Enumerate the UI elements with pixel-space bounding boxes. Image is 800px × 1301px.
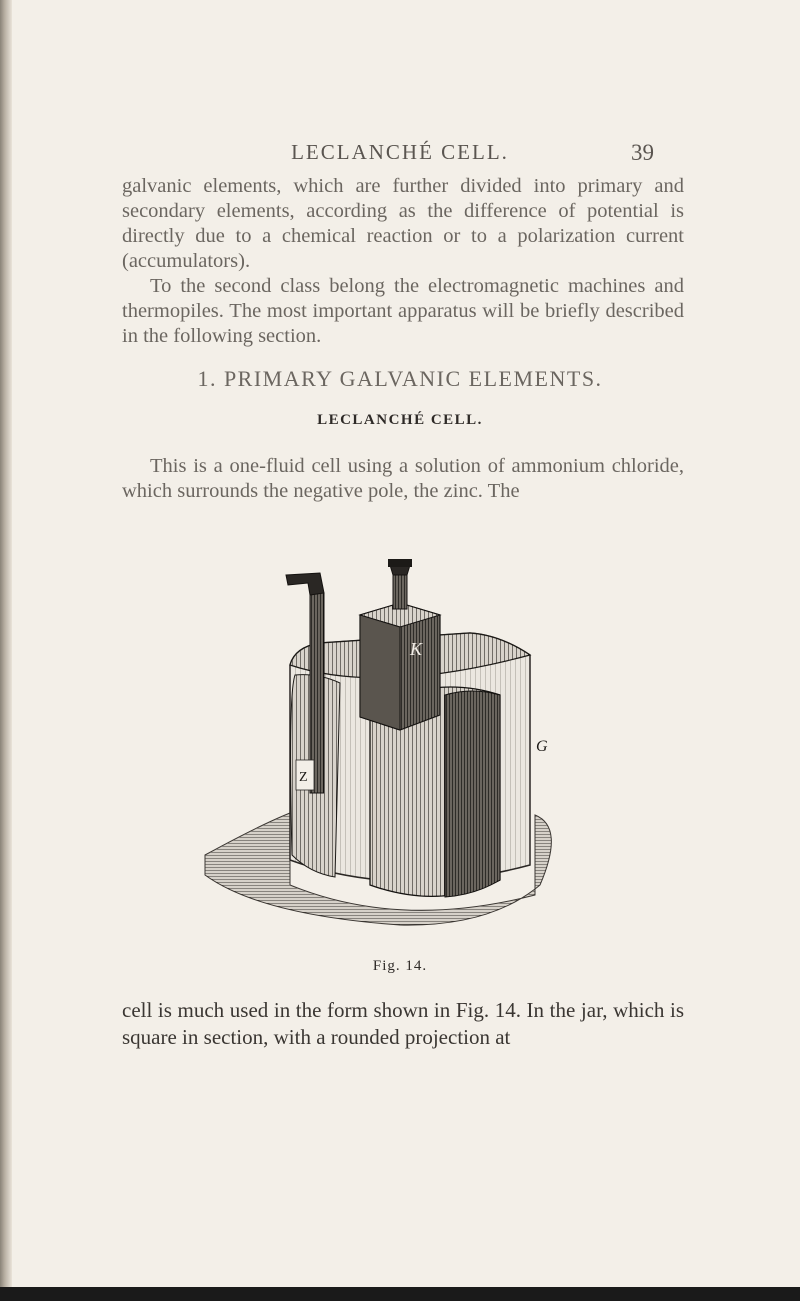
leclanche-cell-illustration (200, 555, 610, 935)
leclanche-cell-drawing (200, 555, 610, 935)
body-text (122, 454, 684, 504)
porous-pot-dark-side (445, 691, 500, 897)
carbon-terminal-cap (388, 559, 412, 567)
carbon-terminal-stem (393, 573, 407, 609)
zinc-terminal (286, 573, 324, 595)
label-carbon: K (410, 639, 423, 659)
intro-paragraph-1: galvanic elements, which are further divided into primary and secondary elements, according as the difference of potential is directly due to a chemical reaction or to a polarization current (accumulators). (122, 175, 684, 272)
page-binding-edge (0, 0, 12, 1301)
page-bottom-edge (0, 1287, 800, 1301)
intro-text (122, 174, 684, 349)
body-paragraph: This is a one-fluid cell using a solution of ammonium chloride, which surrounds the negative pole, the zinc. The (122, 455, 684, 502)
figure-caption: Fig. 14. (372, 958, 428, 974)
page-number: 39 (631, 140, 654, 165)
carbon-block-face (360, 615, 400, 730)
intro-paragraph-2: To the second class belong the electromagnetic machines and thermopiles. The most important apparatus will be briefly described in the following section. (122, 275, 684, 347)
label-jar: G (536, 738, 548, 755)
section-heading: 1. PRIMARY GALVANIC ELEMENTS. (197, 366, 603, 391)
closing-text (122, 997, 684, 1051)
sub-heading: LECLANCHÉ CELL. (317, 412, 483, 428)
running-head: LECLANCHÉ CELL. (291, 140, 509, 164)
label-zinc: Z (299, 770, 308, 785)
closing-paragraph: cell is much used in the form shown in Fig. 14. In the jar, which is square in section, with a rounded projection at (122, 998, 684, 1049)
page-header (0, 140, 800, 170)
